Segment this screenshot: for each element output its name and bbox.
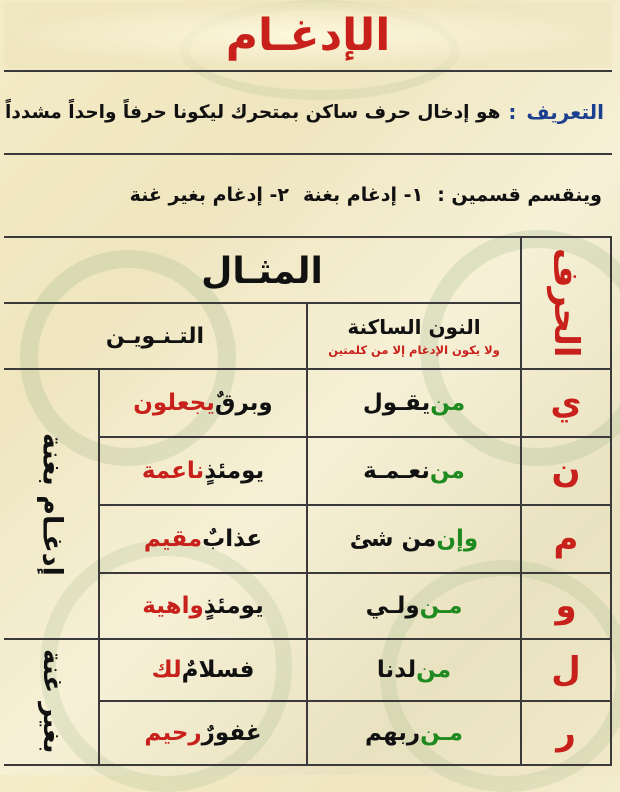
row-noon-example bbox=[308, 370, 520, 436]
division-part1: ١- إدغام بغنة bbox=[303, 184, 424, 206]
col-noon-title: النون الساكنة bbox=[347, 315, 481, 339]
tanween-word-a: عذابٌ bbox=[202, 526, 263, 552]
definition-colon: : bbox=[508, 100, 517, 124]
row-letter: م bbox=[553, 519, 579, 559]
tanween-word-b: مقيم bbox=[143, 526, 203, 552]
tanween-word-a: غفورٌ bbox=[201, 720, 262, 746]
header-tanween bbox=[4, 304, 306, 368]
col-noon-note: ولا يكون الإدغام إلا من كلمتين bbox=[328, 343, 500, 357]
definition-text: هو إدخال حرف ساكن بمتحرك ليكونا حرفاً واحداً مشدداً bbox=[5, 101, 501, 123]
definition-row bbox=[4, 72, 612, 152]
noon-word-a: من bbox=[416, 657, 452, 683]
tanween-word-b: ناعمة bbox=[141, 458, 205, 484]
tanween-word-a: يومئذٍ bbox=[204, 458, 265, 484]
row-tanween-example bbox=[100, 702, 306, 764]
divider bbox=[4, 153, 612, 155]
noon-word-b: لدنا bbox=[376, 657, 417, 683]
table-vline bbox=[610, 236, 612, 766]
row-tanween-example bbox=[100, 438, 306, 504]
group-without-ghunna bbox=[12, 640, 92, 762]
row-tanween-example bbox=[100, 640, 306, 700]
noon-word-a: من bbox=[429, 458, 465, 484]
row-tanween-example bbox=[100, 370, 306, 436]
tanween-word-b: لك bbox=[151, 657, 182, 683]
noon-word-a: وإن bbox=[436, 526, 479, 552]
row-tanween-example bbox=[100, 574, 306, 638]
noon-word-b: ربهم bbox=[365, 720, 421, 746]
noon-word-b: من شئ bbox=[349, 526, 437, 552]
row-noon-example bbox=[308, 438, 520, 504]
header-example-text: المثـال bbox=[201, 250, 323, 292]
row-noon-example bbox=[308, 506, 520, 572]
header-letter bbox=[530, 240, 602, 366]
noon-word-b: ولـي bbox=[365, 593, 420, 619]
table-hline bbox=[4, 764, 612, 766]
group-with-ghunna bbox=[12, 372, 92, 636]
row-letter: ي bbox=[550, 383, 582, 423]
page-title: الإدغـام bbox=[225, 9, 391, 61]
header-letter-text: الحرف bbox=[546, 248, 586, 358]
division-part2: ٢- إدغام بغير غنة bbox=[129, 184, 290, 206]
definition-label: التعريف bbox=[526, 100, 604, 124]
noon-word-a: من bbox=[430, 390, 466, 416]
row-letter: و bbox=[555, 586, 577, 626]
noon-word-a: مـن bbox=[419, 593, 463, 619]
tanween-word-a: فسلامٌ bbox=[181, 657, 255, 683]
row-letter: ن bbox=[551, 451, 581, 491]
title-bar bbox=[4, 2, 612, 68]
row-letter: ر bbox=[556, 713, 576, 753]
tanween-word-a: يومئذٍ bbox=[203, 593, 264, 619]
tanween-word-b: رحيم bbox=[144, 720, 202, 746]
division-intro: وينقسم قسمين : bbox=[437, 184, 602, 206]
noon-word-b: نعـمـة bbox=[363, 458, 430, 484]
col-tanween-title: التـنـويـن bbox=[105, 323, 205, 349]
row-tanween-example bbox=[100, 506, 306, 572]
tanween-word-a: وبرقٌ bbox=[214, 390, 273, 416]
row-noon-example bbox=[308, 702, 520, 764]
row-letter: ل bbox=[551, 650, 581, 690]
division-row bbox=[4, 156, 612, 234]
tanween-word-b: واهية bbox=[142, 593, 204, 619]
noon-word-a: مـن bbox=[420, 720, 463, 746]
tanween-word-b: يجعلون bbox=[133, 390, 215, 416]
group-without-label: بغير غنة bbox=[37, 648, 67, 754]
header-example bbox=[4, 240, 520, 302]
row-noon-example bbox=[308, 574, 520, 638]
header-noon bbox=[308, 304, 520, 368]
noon-word-b: يقـول bbox=[362, 390, 431, 416]
group-with-label: إدغـام بغنة bbox=[36, 432, 68, 576]
row-noon-example bbox=[308, 640, 520, 700]
